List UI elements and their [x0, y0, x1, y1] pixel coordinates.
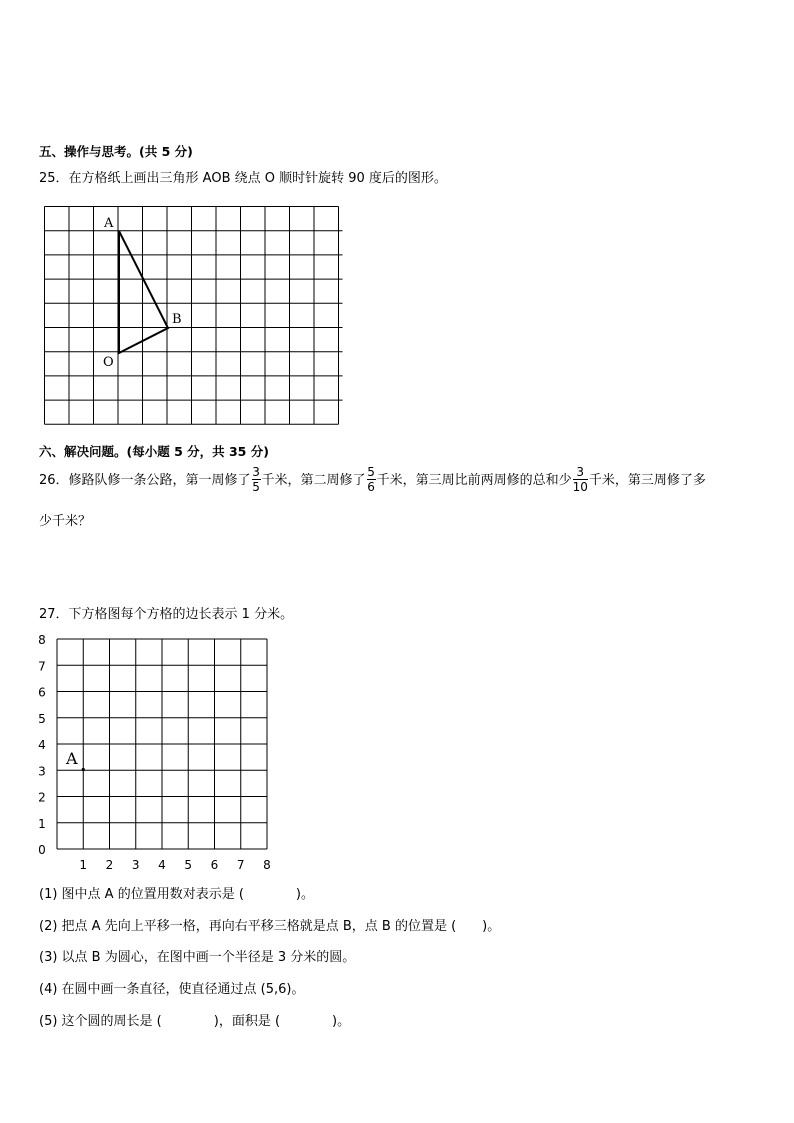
q27-subquestion-5: (5) 这个圆的周长是 ( )，面积是 ( )。	[39, 1014, 351, 1029]
y-tick-label: 3	[38, 764, 46, 779]
x-tick-label: 1	[79, 858, 88, 870]
fraction-three-tenths	[573, 465, 588, 494]
y-tick-label: 7	[38, 659, 46, 674]
question-26-line-1	[39, 464, 706, 498]
q27-coordinate-grid	[30, 630, 280, 870]
q25-grid-lines	[45, 207, 343, 425]
triangle-aob	[119, 231, 168, 353]
x-tick-label: 2	[105, 858, 114, 870]
x-tick-label: 8	[263, 858, 271, 870]
y-tick-label: 8	[38, 633, 46, 647]
fraction-denominator: 10	[572, 480, 588, 494]
q26-part-3: 千米，第三周比前两周修的总和少	[376, 473, 572, 488]
fraction-denominator: 6	[367, 480, 375, 494]
question-25-text: 25．在方格纸上画出三角形 AOB 绕点 O 顺时针旋转 90 度后的图形。	[39, 171, 447, 186]
point-a-label: A	[66, 749, 78, 768]
q27-y-axis-ticks	[38, 633, 46, 857]
y-tick-label: 6	[38, 685, 46, 700]
q27-subquestion-4: (4) 在圆中画一条直径，使直径通过点 (5,6)。	[39, 982, 305, 997]
q27-subquestion-1: (1) 图中点 A 的位置用数对表示是 ( )。	[39, 887, 314, 902]
q26-part-4: 千米，第三周修了多	[588, 473, 706, 488]
fraction-five-sixths	[367, 465, 376, 494]
y-tick-label: 1	[38, 816, 46, 831]
q26-part-2: 千米，第二周修了	[261, 473, 366, 488]
fraction-numerator: 3	[576, 465, 585, 479]
vertex-a-label: A	[104, 216, 114, 231]
y-tick-label: 2	[38, 790, 46, 805]
vertex-o-label: O	[103, 355, 114, 370]
x-tick-label: 4	[158, 858, 166, 870]
fraction-three-fifths	[252, 465, 261, 494]
section-6-heading: 六、解决问题。(每小题 5 分，共 35 分)	[39, 444, 269, 459]
fraction-denominator: 5	[252, 480, 260, 494]
x-tick-label: 6	[210, 858, 219, 870]
q26-part-1: 26．修路队修一条公路，第一周修了	[39, 473, 251, 488]
y-tick-label: 0	[38, 843, 46, 857]
x-tick-label: 5	[184, 858, 193, 870]
vertex-b-label: B	[172, 312, 182, 327]
q27-x-axis-ticks	[79, 858, 270, 870]
fraction-numerator: 5	[367, 465, 375, 479]
q27-subquestion-2: (2) 把点 A 先向上平移一格，再向右平移三格就是点 B，点 B 的位置是 ( )。	[39, 919, 501, 934]
fraction-numerator: 3	[252, 465, 260, 479]
x-tick-label: 7	[236, 858, 245, 870]
q27-grid-lines	[57, 639, 267, 849]
section-5-heading: 五、操作与思考。(共 5 分)	[39, 144, 193, 159]
point-a-dot	[82, 768, 85, 771]
x-tick-label: 3	[131, 858, 140, 870]
y-tick-label: 4	[38, 738, 46, 752]
q27-subquestion-3: (3) 以点 B 为圆心，在图中画一个半径是 3 分米的圆。	[39, 950, 356, 965]
y-tick-label: 5	[38, 711, 46, 726]
question-26-line-2: 少千米？	[39, 514, 92, 529]
question-27-text: 27．下方格图每个方格的边长表示 1 分米。	[39, 607, 294, 622]
q25-grid-figure	[30, 200, 350, 432]
